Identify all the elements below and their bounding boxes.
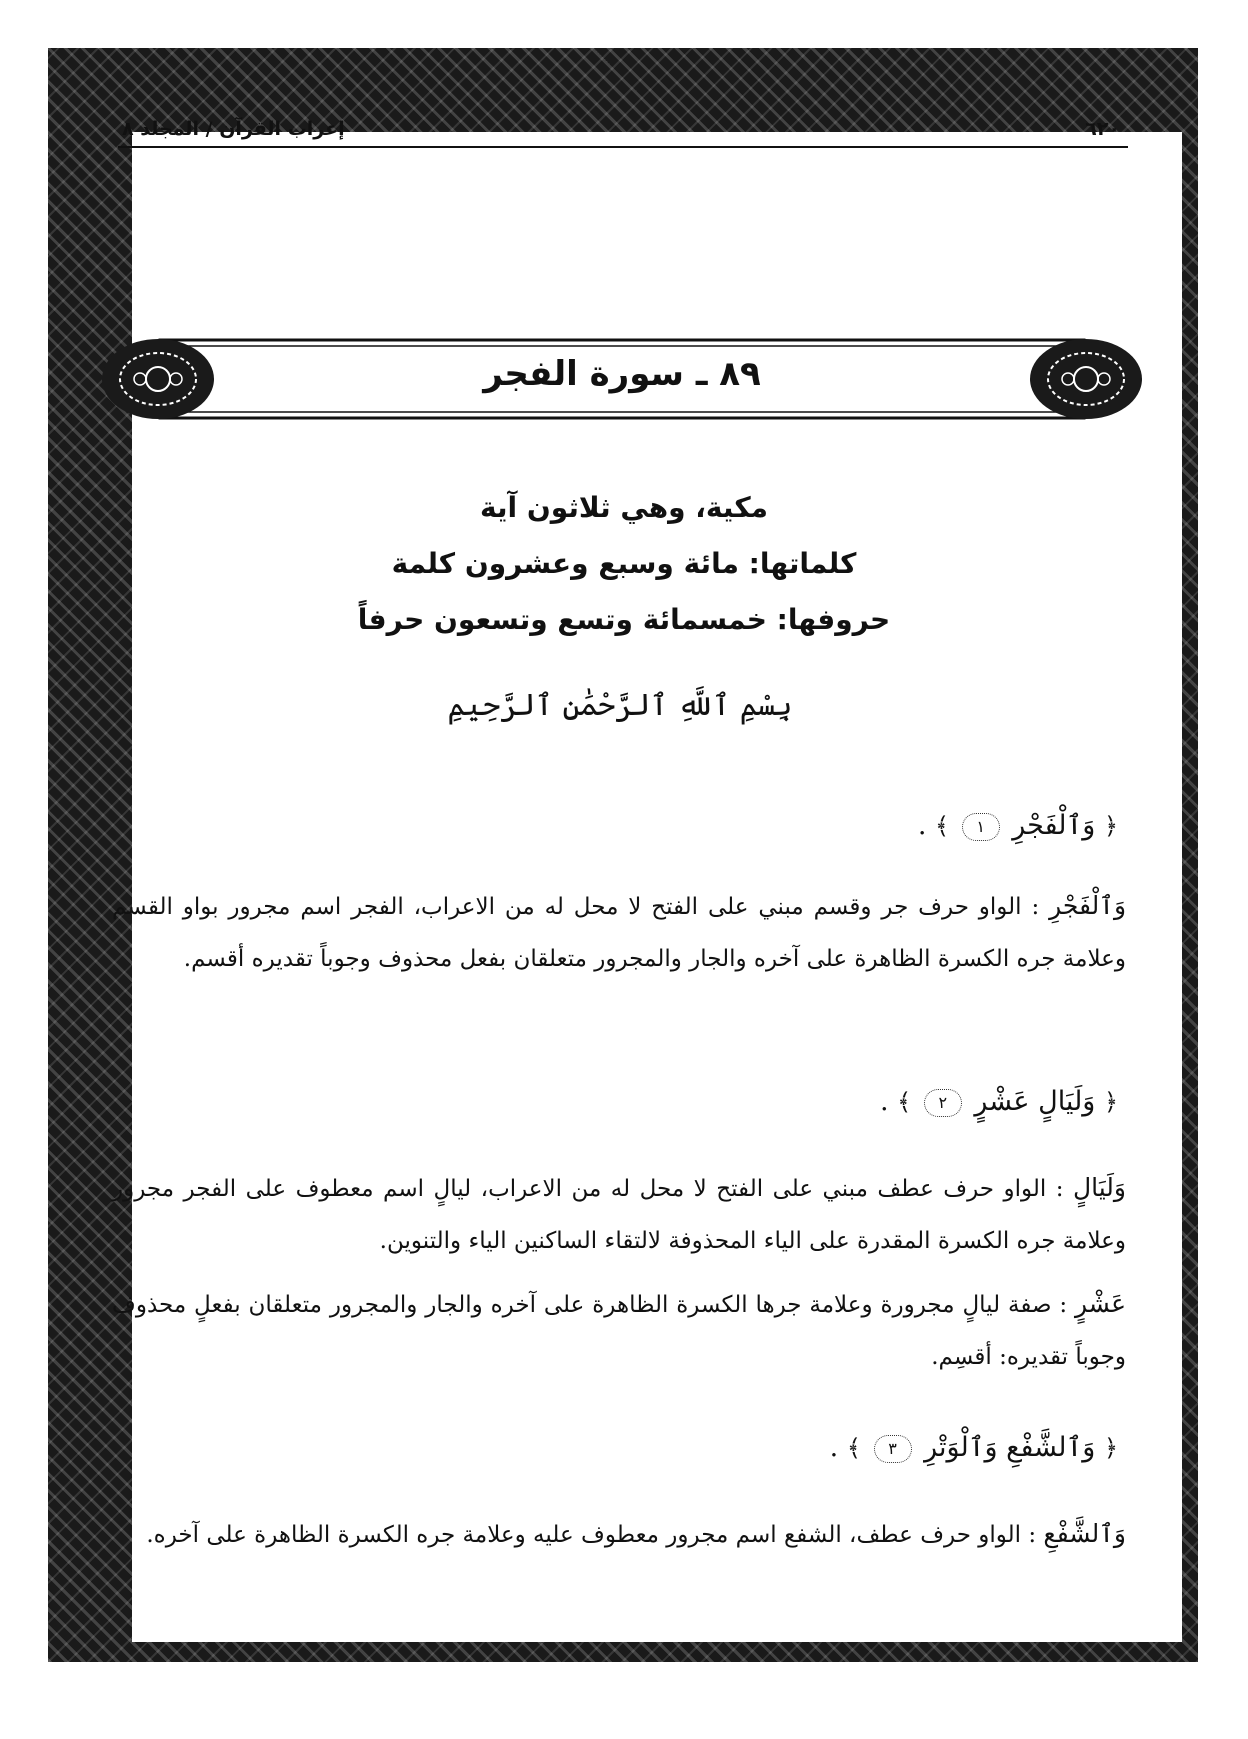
verse-3 — [830, 1432, 1118, 1463]
surah-title: ٨٩ ـ سورة الفجر — [483, 354, 761, 394]
analyzed-term: وَٱلْفَجْرِ — [1049, 891, 1127, 920]
verse-end: . — [917, 810, 927, 841]
ayah-number: ٣ — [874, 1435, 912, 1463]
running-header — [118, 112, 1128, 148]
verse-close-bracket: ﴾ — [935, 812, 950, 840]
verse-2 — [880, 1086, 1118, 1117]
analysis-paragraph-4 — [112, 1508, 1126, 1561]
verse-1 — [918, 810, 1118, 841]
analysis-paragraph-1 — [112, 880, 1126, 985]
analyzed-term: عَشْرٍ — [1074, 1289, 1126, 1318]
surah-info — [220, 480, 1028, 648]
analysis-text: : الواو حرف عطف مبني على الفتح لا محل له من الاعراب، ليالٍ اسم معطوف على الفجر مجرور وعلامة جره الكسرة المقدرة على الياء المحذوفة لالتقاء الساكنين الياء والتنوين. — [112, 1176, 1126, 1254]
analyzed-term: وَلَيَالٍ — [1072, 1173, 1126, 1202]
analysis-text: : الواو حرف عطف، الشفع اسم مجرور معطوف عليه وعلامة جره الكسرة الظاهرة على آخره. — [146, 1522, 1037, 1548]
analyzed-term: وَٱلشَّفْعِ — [1043, 1519, 1126, 1548]
word-count: كلماتها: مائة وسبع وعشرون كلمة — [391, 547, 857, 580]
analysis-paragraph-2 — [112, 1162, 1126, 1267]
analysis-paragraph-3 — [112, 1278, 1126, 1383]
verse-open-bracket: ﴿ — [1103, 1434, 1118, 1462]
analysis-text: : صفة ليالٍ مجرورة وعلامة جرها الكسرة الظاهرة على آخره والجار والمجرور متعلقان بفعلٍ محذوف وجوباً تقديره: أقسِم. — [112, 1292, 1126, 1370]
ornamental-border — [48, 48, 1198, 1662]
verse-open-bracket: ﴿ — [1103, 1088, 1118, 1116]
verse-text: وَٱلْفَجْرِ — [1012, 810, 1096, 841]
verse-close-bracket: ﴾ — [846, 1434, 861, 1462]
ayah-number: ٢ — [924, 1089, 962, 1117]
surah-title-banner — [100, 332, 1144, 432]
page-number: ٦٢٠ — [1085, 118, 1120, 140]
verse-end: . — [879, 1086, 889, 1117]
verse-count: مكية، وهي ثلاثون آية — [480, 491, 768, 524]
verse-text: وَلَيَالٍ عَشْرٍ — [974, 1086, 1096, 1117]
verse-text: وَٱلشَّفْعِ وَٱلْوَتْرِ — [924, 1432, 1096, 1463]
verse-end: . — [829, 1432, 839, 1463]
analysis-text: : الواو حرف جر وقسم مبني على الفتح لا محل له من الاعراب، الفجر اسم مجرور بواو القسم وعلامة جره الكسرة الظاهرة على آخره والجار والمجرور متعلقان بفعل محذوف وجوباً تقديره أقسم. — [112, 894, 1126, 972]
letter-count: حروفها: خمسمائة وتسع وتسعون حرفاً — [357, 603, 891, 636]
verse-close-bracket: ﴾ — [897, 1088, 912, 1116]
basmala: بِسْمِ ٱللَّهِ ٱلرَّحْمَٰنِ ٱلرَّحِيمِ — [447, 688, 793, 723]
book-title: إعراب القرآن / المجلد ٨ — [122, 118, 345, 140]
ayah-number: ١ — [962, 813, 1000, 841]
verse-open-bracket: ﴿ — [1103, 812, 1118, 840]
